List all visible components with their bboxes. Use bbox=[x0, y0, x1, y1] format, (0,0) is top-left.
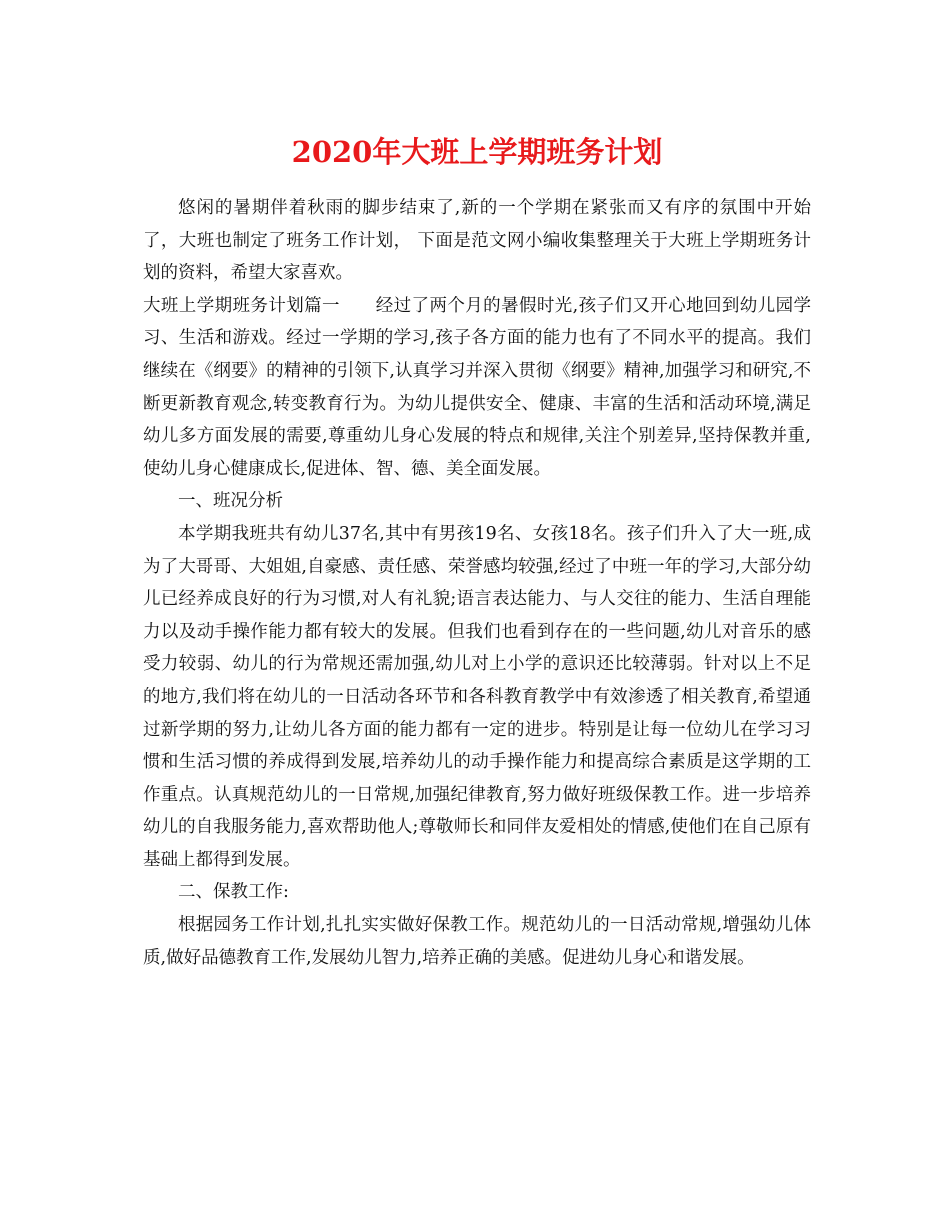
document-title: 2020年大班上学期班务计划 bbox=[291, 135, 663, 169]
plan-part-one-paragraph: 大班上学期班务计划篇一 经过了两个月的暑假时光,孩子们又开心地回到幼儿园学习、生活和游戏。经过一学期的学习,孩子各方面的能力也有了不同水平的提高。我们继续在《纲要》的精神的引领下,认真学习并深入贯彻《纲要》精神,加强学习和研究,不断更新教育观念,转变教育行为。为幼儿提供安全、健康、丰富的生活和活动环境,满足幼儿多方面发展的需要,尊重幼儿身心发展的特点和规律,关注个别差异,坚持保教并重,使幼儿身心健康成长,促进体、智、德、美全面发展。 bbox=[143, 295, 811, 479]
section-heading-care-education: 二、保教工作: bbox=[178, 882, 289, 903]
section-heading-class-analysis: 一、班况分析 bbox=[178, 491, 283, 512]
care-education-paragraph: 根据园务工作计划,扎扎实实做好保教工作。规范幼儿的一日活动常规,增强幼儿体质,做好品德教育工作,发展幼儿智力,培养正确的美感。促进幼儿身心和谐发展。 bbox=[143, 915, 811, 968]
class-analysis-paragraph: 本学期我班共有幼儿37名,其中有男孩19名、女孩18名。孩子们升入了大一班,成为了大哥哥、大姐姐,自豪感、责任感、荣誉感均较强,经过了中班一年的学习,大部分幼儿已经养成良好的行为习惯,对人有礼貌;语言表达能力、与人交往的能力、生活自理能力以及动手操作能力都有较大的发展。但我们也看到存在的一些问题,幼儿对音乐的感受力较弱、幼儿的行为常规还需加强,幼儿对上小学的意识还比较薄弱。针对以上不足的地方,我们将在幼儿的一日活动各环节和各科教育教学中有效渗透了相关教育,希望通过新学期的努力,让幼儿各方面的能力都有一定的进步。特别是让每一位幼儿在学习习惯和生活习惯的养成得到发展,培养幼儿的动手操作能力和提高综合素质是这学期的工作重点。认真规范幼儿的一日常规,加强纪律教育,努力做好班级保教工作。进一步培养幼儿的自我服务能力,喜欢帮助他人;尊敬师长和同伴友爱相处的情感,使他们在自己原有基础上都得到发展。 bbox=[143, 523, 811, 870]
intro-paragraph: 悠闲的暑期伴着秋雨的脚步结束了,新的一个学期在紧张而又有序的氛围中开始了，大班也制定了班务工作计划， 下面是范文网小编收集整理关于大班上学期班务计划的资料，希望大家喜欢。 bbox=[143, 198, 811, 284]
document-page bbox=[143, 126, 811, 974]
